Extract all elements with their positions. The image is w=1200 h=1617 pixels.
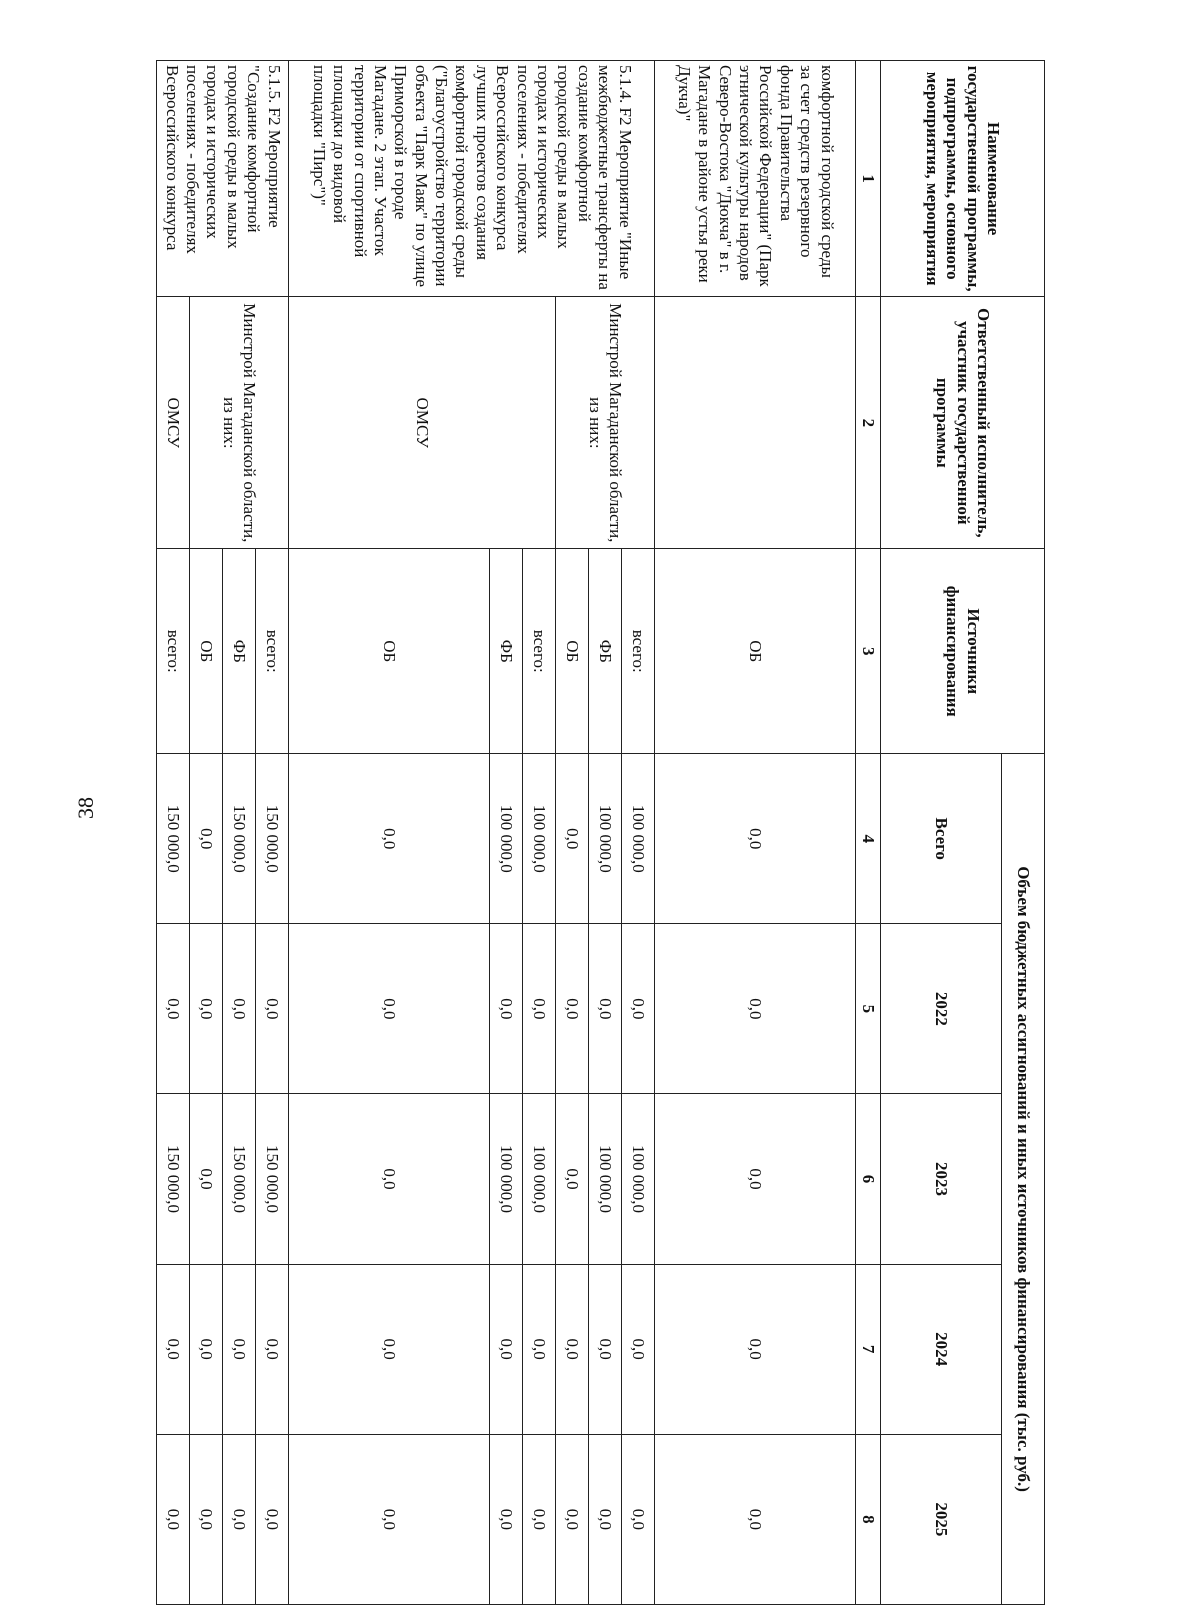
- cell-2023: 150 000,0: [256, 1094, 289, 1264]
- cell-2025: 0,0: [190, 1434, 223, 1604]
- rotated-page-content: [155, 60, 1045, 1605]
- row-executor: [655, 297, 856, 549]
- header-volume: Объем бюджетных ассигнований и иных источников финансирования (тыс. руб.): [1002, 754, 1045, 1605]
- cell-2023: 150 000,0: [223, 1094, 256, 1264]
- row-source: ОБ: [655, 549, 856, 754]
- col-number: 7: [856, 1264, 881, 1434]
- cell-2022: 0,0: [589, 924, 622, 1094]
- cell-total: 100 000,0: [490, 754, 523, 924]
- header-name: Наименование государственной программы, подпрограммы, основного мероприятия, мероприятия: [881, 61, 1045, 297]
- cell-2024: 0,0: [622, 1264, 655, 1434]
- row-source: всего:: [523, 549, 556, 754]
- cell-2024: 0,0: [556, 1264, 589, 1434]
- table-row: [655, 61, 856, 1605]
- cell-total: 0,0: [655, 754, 856, 924]
- row-source: ФБ: [589, 549, 622, 754]
- cell-2025: 0,0: [490, 1434, 523, 1604]
- cell-2022: 0,0: [523, 924, 556, 1094]
- row-source: ОБ: [289, 549, 490, 754]
- cell-2024: 0,0: [223, 1264, 256, 1434]
- col-number: 1: [856, 61, 881, 297]
- cell-2024: 0,0: [256, 1264, 289, 1434]
- cell-2023: 100 000,0: [523, 1094, 556, 1264]
- col-number: 2: [856, 297, 881, 549]
- cell-total: 100 000,0: [622, 754, 655, 924]
- row-source: ФБ: [223, 549, 256, 754]
- cell-2025: 0,0: [622, 1434, 655, 1604]
- cell-2022: 0,0: [223, 924, 256, 1094]
- cell-2025: 0,0: [289, 1434, 490, 1604]
- header-2022: 2022: [881, 924, 1002, 1094]
- header-executor: Ответственный исполнитель, участник государственной программы: [881, 297, 1045, 549]
- cell-2024: 0,0: [655, 1264, 856, 1434]
- cell-2023: 0,0: [190, 1094, 223, 1264]
- budget-table: [156, 60, 1045, 1605]
- cell-2022: 0,0: [157, 924, 190, 1094]
- cell-2023: 100 000,0: [622, 1094, 655, 1264]
- cell-2024: 0,0: [589, 1264, 622, 1434]
- cell-2025: 0,0: [556, 1434, 589, 1604]
- row-name: комфортной городской среды за счет средств резервного фонда Правительства Российской Федерации" (Парк этнической культуры народов Северо-Востока "Дюкча" в г. Магадане в районе устья реки Дукча)": [655, 61, 856, 297]
- cell-total: 150 000,0: [157, 754, 190, 924]
- col-number: 3: [856, 549, 881, 754]
- page-number: 38: [73, 797, 98, 819]
- header-sources: Источники финансирования: [881, 549, 1045, 754]
- col-number: 8: [856, 1434, 881, 1604]
- table-row: [622, 61, 655, 1605]
- cell-total: 150 000,0: [223, 754, 256, 924]
- row-name: 5.1.4. F2 Мероприятие "Иные межбюджетные трансферты на создание комфортной городской среды в малых городах и исторических поселениях - победителях Всероссийского конкурса лучших проектов создания комфортной городской среды ("Благоустройство территории объекта "Парк Маяк" по улице Приморской в городе Магадане. 2 этап. Участок территории от спортивной площадки до видовой площадки "Пирс")": [289, 61, 655, 297]
- cell-2022: 0,0: [490, 924, 523, 1094]
- row-source: ФБ: [490, 549, 523, 754]
- cell-2023: 0,0: [556, 1094, 589, 1264]
- row-executor: ОМСУ: [289, 297, 556, 549]
- cell-total: 100 000,0: [523, 754, 556, 924]
- cell-2023: 0,0: [655, 1094, 856, 1264]
- header-2025: 2025: [881, 1434, 1002, 1604]
- cell-2022: 0,0: [190, 924, 223, 1094]
- cell-2022: 0,0: [256, 924, 289, 1094]
- cell-2022: 0,0: [289, 924, 490, 1094]
- cell-2023: 100 000,0: [490, 1094, 523, 1264]
- cell-total: 0,0: [556, 754, 589, 924]
- row-executor: ОМСУ: [157, 297, 190, 549]
- header-2024: 2024: [881, 1264, 1002, 1434]
- row-source: всего:: [256, 549, 289, 754]
- cell-2025: 0,0: [157, 1434, 190, 1604]
- cell-2025: 0,0: [589, 1434, 622, 1604]
- cell-2023: 150 000,0: [157, 1094, 190, 1264]
- row-source: всего:: [622, 549, 655, 754]
- col-number: 4: [856, 754, 881, 924]
- cell-2022: 0,0: [622, 924, 655, 1094]
- table-row: [256, 61, 289, 1605]
- cell-total: 150 000,0: [256, 754, 289, 924]
- cell-2022: 0,0: [655, 924, 856, 1094]
- row-source: ОБ: [556, 549, 589, 754]
- cell-2024: 0,0: [490, 1264, 523, 1434]
- cell-2024: 0,0: [523, 1264, 556, 1434]
- row-source: всего:: [157, 549, 190, 754]
- header-2023: 2023: [881, 1094, 1002, 1264]
- row-name: 5.1.5. F2 Мероприятие "Создание комфортной городской среды в малых городах и исторических поселениях - победителях Всероссийского конкурса: [157, 61, 289, 297]
- cell-2025: 0,0: [655, 1434, 856, 1604]
- cell-2024: 0,0: [157, 1264, 190, 1434]
- cell-2024: 0,0: [289, 1264, 490, 1434]
- cell-total: 0,0: [289, 754, 490, 924]
- row-source: ОБ: [190, 549, 223, 754]
- cell-2025: 0,0: [523, 1434, 556, 1604]
- col-number: 6: [856, 1094, 881, 1264]
- row-executor: Минстрой Магаданской области, из них:: [556, 297, 655, 549]
- row-executor: Минстрой Магаданской области, из них:: [190, 297, 289, 549]
- cell-total: 100 000,0: [589, 754, 622, 924]
- col-number: 5: [856, 924, 881, 1094]
- cell-2023: 100 000,0: [589, 1094, 622, 1264]
- cell-2024: 0,0: [190, 1264, 223, 1434]
- cell-total: 0,0: [190, 754, 223, 924]
- cell-2022: 0,0: [556, 924, 589, 1094]
- cell-2025: 0,0: [256, 1434, 289, 1604]
- header-total: Всего: [881, 754, 1002, 924]
- cell-2023: 0,0: [289, 1094, 490, 1264]
- cell-2025: 0,0: [223, 1434, 256, 1604]
